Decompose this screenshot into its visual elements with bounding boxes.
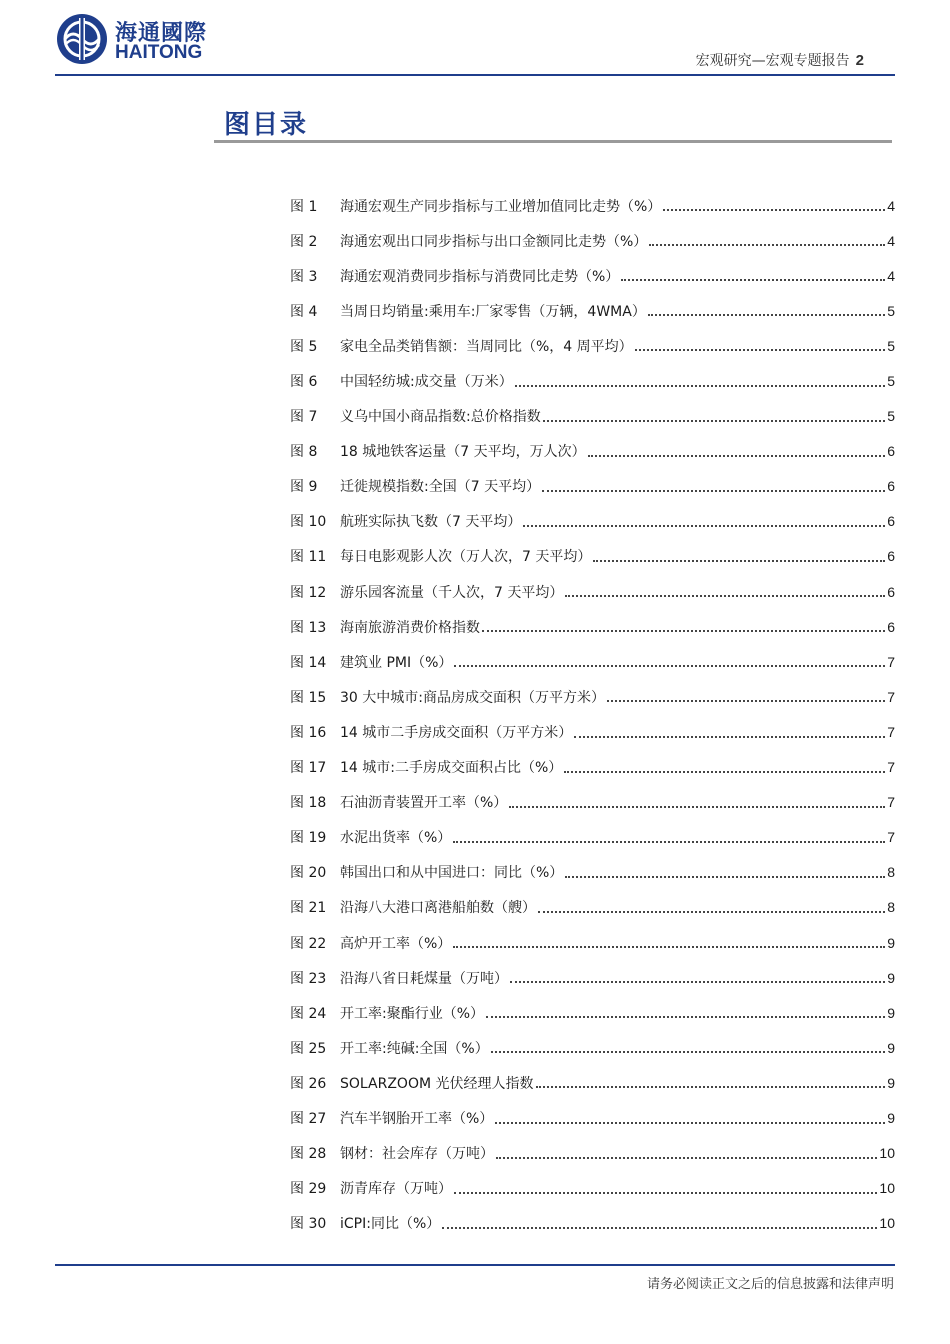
toc-page-number: 9 [887,1039,895,1056]
toc-dot-leader [663,208,885,211]
toc-figure-title: 建筑业 PMI（%） [340,654,453,671]
toc-figure-title: 韩国出口和从中国进口：同比（%） [340,865,564,882]
toc-dot-leader [607,699,885,702]
toc-page-number: 5 [887,337,895,354]
toc-figure-number: 图 7 [290,409,318,426]
toc-figure-title: 石油沥青装置开工率（%） [340,795,508,812]
toc-figure-number: 图 27 [290,1110,327,1127]
toc-entry[interactable] [290,1030,895,1065]
toc-dot-leader [454,664,885,667]
toc-page-number: 7 [887,829,895,846]
toc-dot-leader [454,1191,877,1194]
toc-dot-leader [648,313,885,316]
header-divider [55,74,895,76]
toc-entry[interactable] [290,925,895,960]
haitong-logo [55,12,225,68]
toc-page-number: 4 [887,197,895,214]
toc-figure-title: 中国轻纺城:成交量（万米） [340,374,513,391]
toc-dot-leader [453,840,885,843]
toc-entry[interactable] [290,995,895,1030]
toc-figure-title: 家电全品类销售额：当周同比（%，4 周平均） [340,338,633,355]
toc-figure-title: 开工率:纯碱:全国（%） [340,1040,489,1057]
running-header [696,50,864,70]
toc-entry[interactable] [290,328,895,363]
toc-dot-leader [543,419,885,422]
toc-dot-leader [442,1226,877,1229]
toc-entry[interactable] [290,1206,895,1241]
toc-figure-title: 汽车半钢胎开工率（%） [340,1110,494,1127]
toc-figure-title: 钢材：社会库存（万吨） [340,1146,494,1163]
toc-entry[interactable] [290,644,895,679]
toc-page-number: 10 [879,1145,895,1162]
toc-page-number: 9 [887,1074,895,1091]
toc-entry[interactable] [290,714,895,749]
toc-entry[interactable] [290,1065,895,1100]
toc-figure-number: 图 19 [290,830,327,847]
toc-figure-number: 图 14 [290,654,327,671]
toc-entry[interactable] [290,1136,895,1171]
toc-figure-title: 高炉开工率（%） [340,935,452,952]
toc-dot-leader [565,875,885,878]
toc-page-number: 7 [887,688,895,705]
toc-figure-title: 每日电影观影人次（万人次，7 天平均） [340,549,592,566]
toc-figure-title: 海通宏观生产同步指标与工业增加值同比走势（%） [340,198,662,215]
toc-dot-leader [593,559,885,562]
toc-entry[interactable] [290,855,895,890]
toc-dot-leader [565,594,885,597]
toc-dot-leader [621,278,885,281]
toc-page-number: 7 [887,723,895,740]
page-number: 2 [855,52,864,69]
footer-divider [55,1264,895,1266]
toc-entry[interactable] [290,1100,895,1135]
toc-entry[interactable] [290,890,895,925]
toc-page-number: 6 [887,443,895,460]
toc-entry[interactable] [290,820,895,855]
toc-figure-number: 图 26 [290,1075,327,1092]
toc-figure-number: 图 18 [290,795,327,812]
toc-figure-number: 图 2 [290,233,318,250]
toc-dot-leader [491,1050,885,1053]
toc-page-number: 4 [887,267,895,284]
toc-figure-number: 图 13 [290,619,327,636]
footer-disclaimer: 请务必阅读正文之后的信息披露和法律声明 [646,1277,894,1292]
toc-entry[interactable] [290,293,895,328]
toc-page-number: 7 [887,653,895,670]
toc-figure-number: 图 3 [290,268,318,285]
haitong-emblem-icon [55,12,109,66]
toc-entry[interactable] [290,363,895,398]
toc-dot-leader [496,1156,877,1159]
toc-entry[interactable] [290,434,895,469]
toc-figure-title: 水泥出货率（%） [340,830,452,847]
toc-page-number: 8 [887,864,895,881]
toc-entry[interactable] [290,504,895,539]
toc-figure-number: 图 10 [290,514,327,531]
toc-figure-number: 图 25 [290,1040,327,1057]
toc-figure-number: 图 11 [290,549,327,566]
toc-figure-number: 图 17 [290,760,327,777]
toc-entry[interactable] [290,574,895,609]
toc-figure-title: 当周日均销量:乘用车:厂家零售（万辆，4WMA） [340,303,646,320]
toc-figure-title: 18 城地铁客运量（7 天平均，万人次） [340,444,586,461]
toc-figure-title: 14 城市二手房成交面积（万平方米） [340,724,573,741]
toc-figure-number: 图 24 [290,1005,327,1022]
toc-page-number: 9 [887,1109,895,1126]
toc-dot-leader [564,770,885,773]
toc-dot-leader [538,910,885,913]
toc-dot-leader [453,945,885,948]
toc-page-number: 5 [887,373,895,390]
toc-figure-number: 图 5 [290,338,318,355]
toc-figure-number: 图 15 [290,689,327,706]
toc-entry[interactable] [290,679,895,714]
section-name: 宏观研究—宏观专题报告 [695,53,850,69]
toc-figure-number: 图 28 [290,1146,327,1163]
toc-page-number: 4 [887,232,895,249]
toc-dot-leader [509,805,885,808]
toc-figure-number: 图 12 [290,584,327,601]
toc-page-number: 7 [887,794,895,811]
toc-entry[interactable] [290,539,895,574]
toc-entry[interactable] [290,469,895,504]
toc-dot-leader [486,1015,885,1018]
toc-figure-number: 图 1 [290,198,318,215]
page-title: 图目录 [224,110,309,140]
toc-dot-leader [649,243,885,246]
toc-page-number: 10 [879,1215,895,1232]
toc-dot-leader [495,1121,885,1124]
toc-page-number: 7 [887,759,895,776]
toc-figure-number: 图 9 [290,479,318,496]
toc-page-number: 9 [887,1004,895,1021]
toc-page-number: 6 [887,583,895,600]
toc-page-number: 8 [887,899,895,916]
toc-figure-number: 图 8 [290,444,318,461]
toc-figure-title: 迁徙规模指数:全国（7 天平均） [340,479,541,496]
toc-figure-title: 沥青库存（万吨） [340,1181,452,1198]
toc-figure-title: 海南旅游消费价格指数 [340,619,480,636]
toc-entry[interactable] [290,399,895,434]
toc-figure-title: iCPI:同比（%） [340,1216,441,1233]
toc-page-number: 9 [887,969,895,986]
toc-figure-title: 30 大中城市:商品房成交面积（万平方米） [340,689,605,706]
toc-entry[interactable] [290,188,895,223]
toc-page-number: 6 [887,513,895,530]
toc-entry[interactable] [290,258,895,293]
toc-dot-leader [574,735,885,738]
toc-figure-number: 图 30 [290,1216,327,1233]
toc-dot-leader [635,348,886,351]
title-underline [214,140,892,143]
toc-figure-number: 图 16 [290,724,327,741]
toc-dot-leader [542,489,885,492]
toc-dot-leader [510,980,885,983]
toc-figure-number: 图 20 [290,865,327,882]
toc-figure-number: 图 29 [290,1181,327,1198]
toc-dot-leader [588,454,886,457]
toc-entry[interactable] [290,1171,895,1206]
toc-dot-leader [536,1085,886,1088]
toc-figure-number: 图 23 [290,970,327,987]
toc-figure-title: 沿海八省日耗煤量（万吨） [340,970,508,987]
toc-figure-title: 海通宏观消费同步指标与消费同比走势（%） [340,268,620,285]
toc-page-number: 5 [887,408,895,425]
toc-page-number: 9 [887,934,895,951]
toc-figure-title: 开工率:聚酯行业（%） [340,1005,485,1022]
toc-entry[interactable] [290,223,895,258]
toc-page-number: 6 [887,548,895,565]
toc-page-number: 5 [887,302,895,319]
toc-figure-title: SOLARZOOM 光伏经理人指数 [340,1075,534,1092]
toc-figure-title: 游乐园客流量（千人次，7 天平均） [340,584,564,601]
toc-dot-leader [482,629,885,632]
toc-dot-leader [515,384,885,387]
toc-figure-title: 14 城市:二手房成交面积占比（%） [340,760,563,777]
toc-page-number: 6 [887,478,895,495]
logo-chinese-text: 海通國際 [115,21,208,46]
toc-figure-title: 沿海八大港口离港船舶数（艘） [340,900,536,917]
toc-figure-number: 图 21 [290,900,327,917]
toc-page-number: 10 [879,1180,895,1197]
toc-figure-title: 海通宏观出口同步指标与出口金额同比走势（%） [340,233,648,250]
logo-english-text: HAITONG [115,42,203,63]
toc-entry[interactable] [290,609,895,644]
toc-figure-number: 图 6 [290,374,318,391]
toc-figure-number: 图 22 [290,935,327,952]
figure-list [290,188,895,1241]
toc-figure-title: 航班实际执飞数（7 天平均） [340,514,522,531]
toc-entry[interactable] [290,750,895,785]
toc-figure-number: 图 4 [290,303,318,320]
toc-entry[interactable] [290,785,895,820]
toc-dot-leader [523,524,885,527]
toc-page-number: 6 [887,618,895,635]
toc-entry[interactable] [290,960,895,995]
toc-figure-title: 义乌中国小商品指数:总价格指数 [340,409,541,426]
